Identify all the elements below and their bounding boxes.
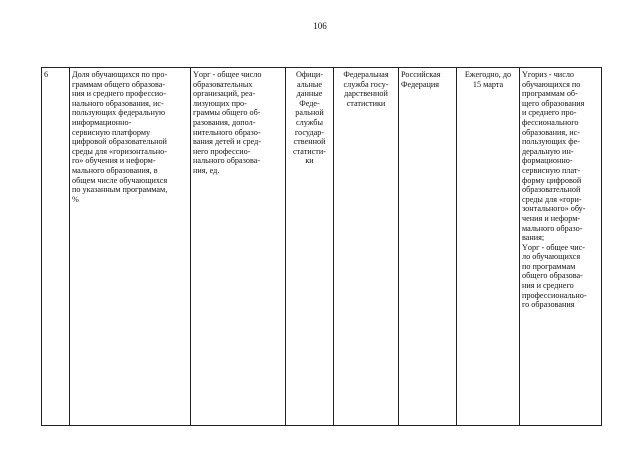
- base-indicator: Yорг - общее число образовательных организаций, реа- лизующих про- граммы общего об- разования, допол- нительного образо- вания детей и сред- него профессио- нального образова- ния, ед.: [193, 70, 262, 175]
- base-indicator-cell: [191, 68, 286, 426]
- responsible-body: Федеральная служба госу- дарственной статистики: [343, 70, 389, 108]
- table-row: [42, 68, 602, 426]
- frequency: Ежегодно, до 15 марта: [464, 70, 512, 89]
- row-number: 6: [44, 70, 49, 79]
- data-source: Офици- альные данные Феде- ральной службы государ- ственной статисти- ки: [292, 70, 326, 166]
- description-cell: [520, 68, 602, 426]
- level-cell: [399, 68, 457, 426]
- aggregation-level: Российская Федерация: [401, 70, 441, 89]
- row-number-cell: [42, 68, 70, 426]
- indicator-name: Доля обучающихся по про- граммам общего образова- ния и среднего профессио- нального образования, ис- пользующих федеральную информационно- сервисную платформу цифровой образовательной среды для «горизонтально- го» обучения и неформ- мального образования, в общем числе обучающихся по указанным программам, %: [72, 70, 168, 204]
- variable-description: Yгориз - число обучающихся по программам об- щего образования и среднего про- фессионального образования, ис- пользующих фе- деральную ин- формационно- сервисную плат- форму цифровой образовательной среды для «гори- зонтального» обу- чения и неформ- мального образо- вания; Yорг - общее чис- ло обучающихся по программам общего образова- ния и среднего профессионально- го образования: [522, 70, 587, 310]
- responsible-cell: [334, 68, 399, 426]
- frequency-cell: [457, 68, 520, 426]
- page-number: 106: [313, 21, 327, 31]
- indicator-table: [41, 67, 602, 426]
- indicator-name-cell: [70, 68, 191, 426]
- data-source-cell: [286, 68, 334, 426]
